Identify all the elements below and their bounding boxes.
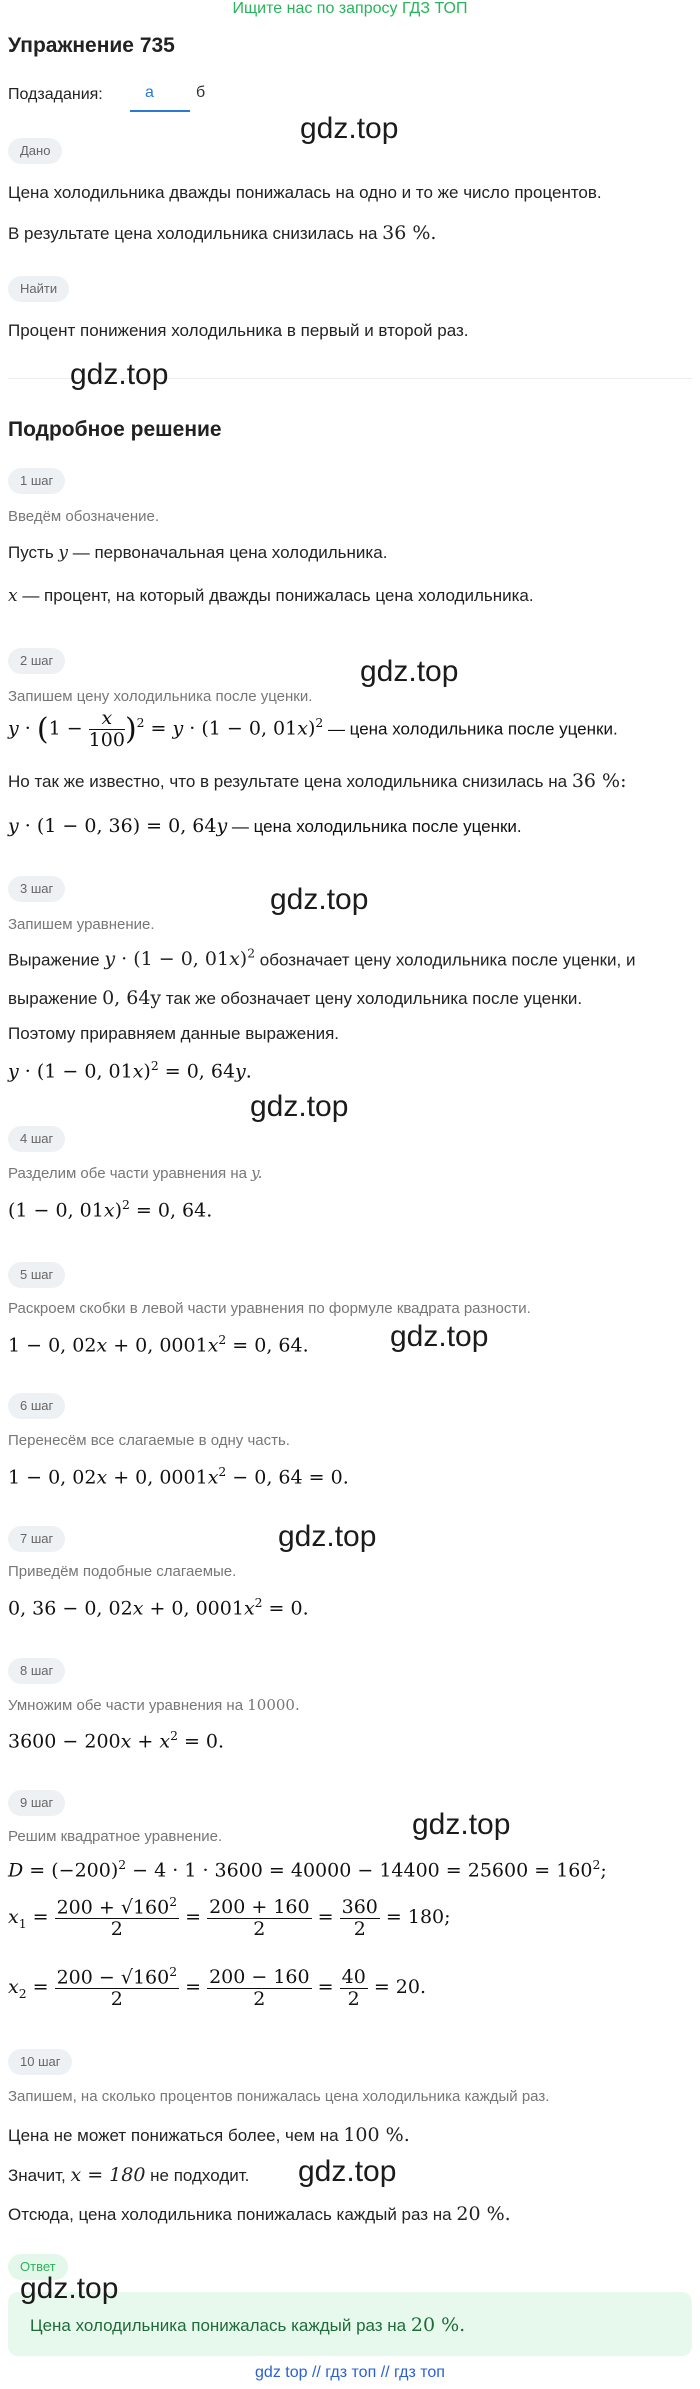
step-3-formula: y · (1 − 0, 01x)$^2$ = 0, 64y.: [8, 1059, 252, 1083]
step-10-line-3: Отсюда, цена холодильника понижалась каждый раз на 20 %.: [8, 2203, 511, 2225]
step-5-badge: 5 шаг: [8, 1262, 65, 1288]
step-3-line-1: Выражение y · (1 − 0, 01x)$^2$ обозначает цену холодильника после уценки, и: [8, 947, 636, 971]
find-badge: Найти: [8, 276, 69, 302]
search-banner[interactable]: Ищите нас по запросу ГДЗ ТОП: [232, 0, 468, 17]
step-4-badge: 4 шаг: [8, 1126, 65, 1152]
step-10-line-2: Значит, x = 180 не подходит.: [8, 2164, 250, 2186]
step-2-badge: 2 шаг: [8, 648, 65, 674]
answer-badge: Ответ: [8, 2254, 68, 2280]
step-7-hint: Приведём подобные слагаемые.: [8, 1563, 237, 1580]
step-2-formula-1: y · (1 − $\frac{x}{100}$ )$^2$ = y · (1 − 0, 01x)$^2$ — цена холодильника после уценки.: [8, 707, 618, 751]
given-text-1: Цена холодильника дважды понижалась на одно и то же число процентов.: [8, 183, 602, 202]
step-6-formula: 1 − 0, 02x + 0, $0001x^2 - 0$, 64 = 0.: [8, 1465, 349, 1489]
watermark: gdz.top: [20, 2272, 119, 2305]
step-5-formula: 1 − 0, 02x + 0, $0001x^2 = 0$, 64.: [8, 1333, 309, 1357]
page-title: Упражнение 735: [8, 34, 175, 57]
step-1-badge: 1 шаг: [8, 468, 65, 494]
step-3-line-3: Поэтому приравняем данные выражения.: [8, 1024, 340, 1043]
watermark: gdz.top: [298, 2155, 397, 2188]
tab-a[interactable]: а: [145, 84, 154, 101]
watermark: gdz.top: [278, 1520, 377, 1553]
watermark: gdz.top: [412, 1808, 511, 1841]
step-8-hint: Умножим обе части уравнения на 10000.: [8, 1696, 300, 1714]
step-9-root-1: $x_1$ = $\frac{200 + √160^2}{2}$ = $\frac{200 + 160}{2}$ = $\frac{360}{2}$ = 180;: [8, 1895, 451, 1941]
watermark: gdz.top: [360, 655, 459, 688]
find-text: Процент понижения холодильника в первый и второй раз.: [8, 321, 469, 340]
given-text-2: В результате цена холодильника снизилась на 36 %.: [8, 222, 437, 244]
tab-b[interactable]: б: [196, 84, 206, 101]
watermark: gdz.top: [300, 112, 399, 145]
step-9-discriminant: $D = (-200)^2 - 4 \cdot 1 \cdot 3600 = 40000 - 14400 = 25600 = 160^2$;: [8, 1858, 607, 1882]
step-5-hint: Раскроем скобки в левой части уравнения по формуле квадрата разности.: [8, 1300, 531, 1317]
step-1-line-1: Пусть y — первоначальная цена холодильника.: [8, 543, 388, 563]
watermark: gdz.top: [70, 358, 169, 391]
answer-text: Цена холодильника понижалась каждый раз на 20 %.: [30, 2314, 466, 2336]
step-8-badge: 8 шаг: [8, 1658, 65, 1684]
step-6-hint: Перенесём все слагаемые в одну часть.: [8, 1432, 290, 1449]
step-7-formula: 0, 36 − 0, 02x + 0, $0001x^2 = 0$.: [8, 1596, 309, 1620]
step-6-badge: 6 шаг: [8, 1393, 65, 1419]
given-badge: Дано: [8, 138, 62, 164]
footer-links[interactable]: gdz top // гдз топ // гдз топ: [255, 2364, 445, 2381]
step-10-hint: Запишем, на сколько процентов понижалась цена холодильника каждый раз.: [8, 2088, 550, 2105]
step-4-hint: Разделим обе части уравнения на y.: [8, 1164, 263, 1182]
step-10-line-1: Цена не может понижаться более, чем на 100 %.: [8, 2124, 410, 2146]
watermark: gdz.top: [270, 883, 369, 916]
step-9-root-2: $x_2$ = $\frac{200 - √160^2}{2}$ = $\frac{200 - 160}{2}$ = $\frac{40}{2}$ = 20.: [8, 1965, 427, 2011]
active-tab-indicator: [130, 110, 190, 112]
subtasks-label: Подзадания:: [8, 86, 103, 103]
step-3-line-2: выражение 0, 64y так же обозначает цену холодильника после уценки.: [8, 987, 583, 1009]
step-3-hint: Запишем уравнение.: [8, 916, 155, 933]
step-2-line-2: Но так же известно, что в результате цена холодильника снизилась на 36 %:: [8, 770, 627, 792]
step-9-badge: 9 шаг: [8, 1790, 65, 1816]
step-10-badge: 10 шаг: [8, 2049, 72, 2075]
watermark: gdz.top: [250, 1090, 349, 1123]
step-1-hint: Введём обозначение.: [8, 508, 160, 525]
step-7-badge: 7 шаг: [8, 1526, 65, 1552]
step-1-line-2: x — процент, на который дважды понижалась цена холодильника.: [8, 586, 534, 606]
step-8-formula: $3600 - 200x + x^2 = 0$.: [8, 1729, 225, 1753]
step-2-hint: Запишем цену холодильника после уценки.: [8, 688, 313, 705]
step-4-formula: (1 − 0, 01x)$^2$ = 0, 64.: [8, 1198, 213, 1222]
step-2-formula-2: y · (1 − 0, 36) = 0, 64y — цена холодильника после уценки.: [8, 815, 522, 837]
solution-heading: Подробное решение: [8, 418, 222, 441]
step-3-badge: 3 шаг: [8, 876, 65, 902]
watermark: gdz.top: [390, 1320, 489, 1353]
step-9-hint: Решим квадратное уравнение.: [8, 1828, 223, 1845]
